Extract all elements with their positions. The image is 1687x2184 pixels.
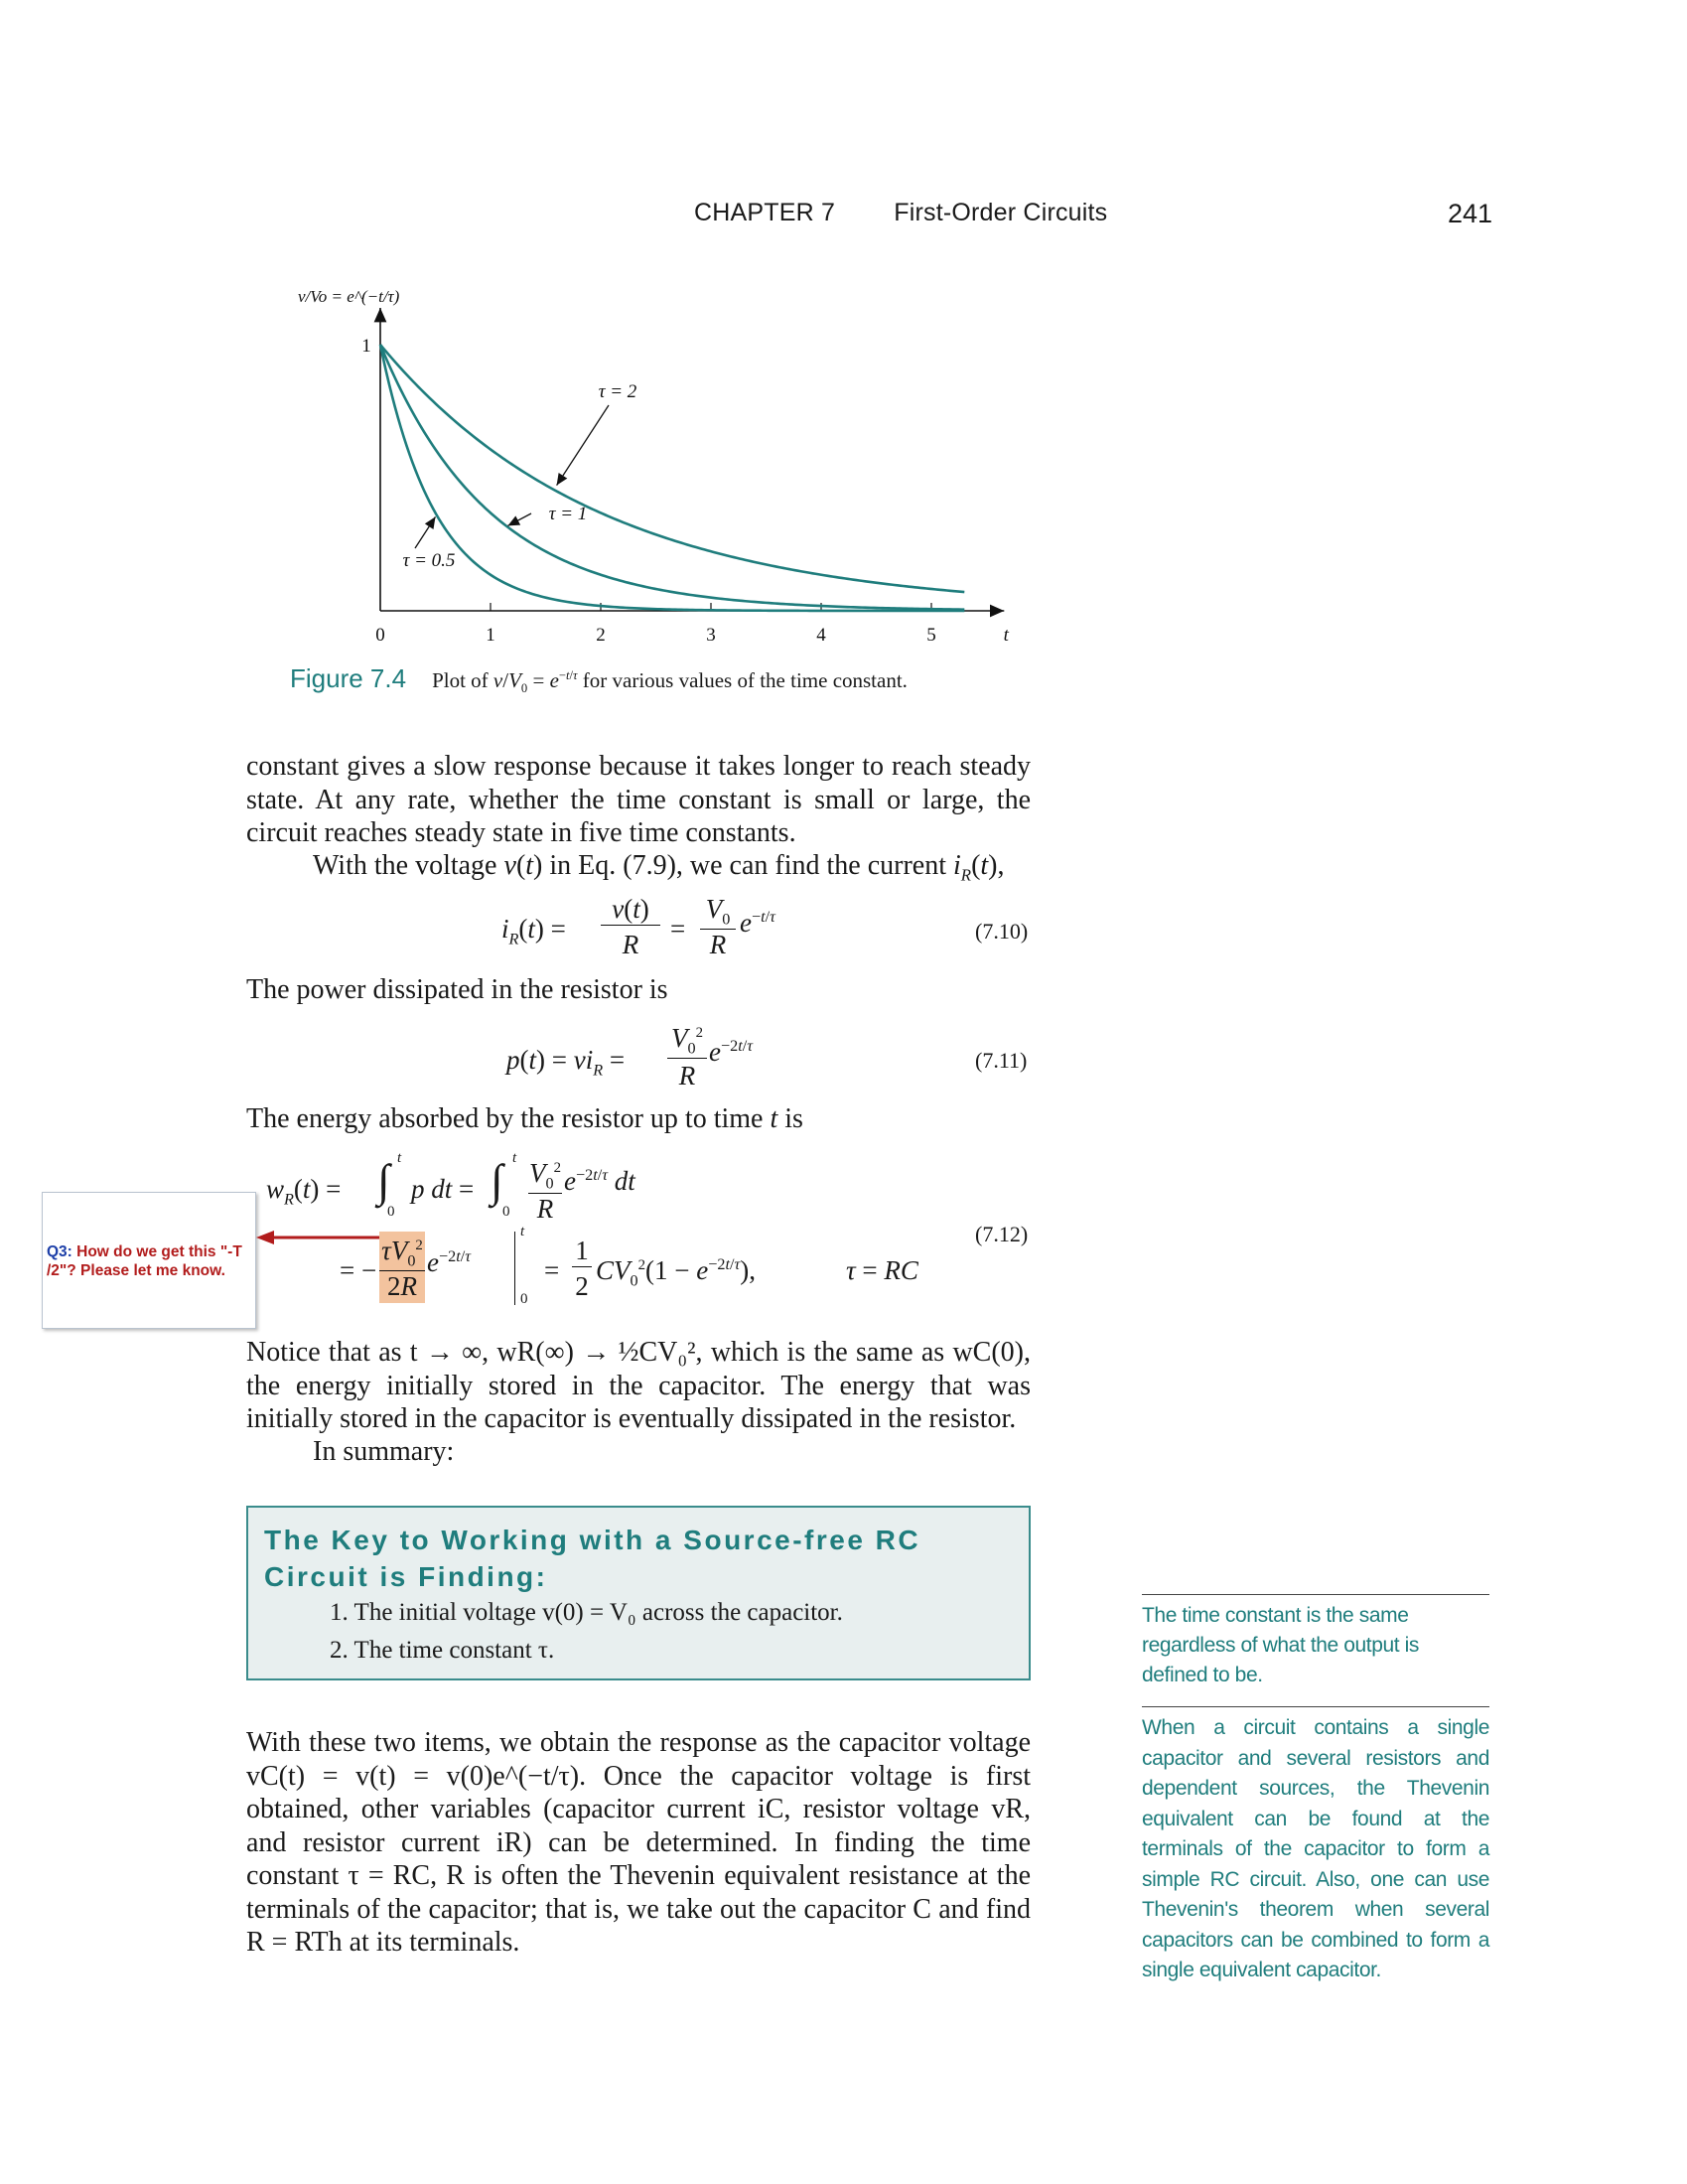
annotation-comment[interactable] [42, 1192, 256, 1329]
figure-caption [290, 663, 1005, 696]
pointer-tau-2 [557, 405, 609, 486]
y-axis-label: v/Vo = e^(−t/τ) [298, 287, 400, 306]
pointer-tau-0-5 [415, 516, 436, 548]
decay-plot [278, 278, 1013, 655]
margin-note-2-rule [1142, 1706, 1489, 1707]
x-tick-label: 0 [375, 625, 385, 646]
caption-text: Plot of $v/V_0 = e^{-t/\tau}$ for various values of the time constant. [432, 668, 908, 696]
paragraph-power: The power dissipated in the resistor is [246, 974, 668, 1005]
equation-7-10: $i_R(t)$ = v(t) R = $V_0$ R $e^{-t/\tau}$ [501, 894, 775, 959]
margin-note-2: When a circuit contains a single capacitor and several resistors and dependent sources, the Thevenin equivalent can be found at the terminals of the capacitor to form a simple RC circuit. Also, one can use Thevenin's theorem when several capacitors can be combined to form a single equivalent capacitor. [1142, 1716, 1489, 1981]
chapter-title: First-Order Circuits [894, 199, 1108, 226]
annotation-question: How do we get this "-T /2"? Please let me know. [47, 1243, 242, 1279]
x-tick-label: 2 [596, 625, 606, 646]
x-tick-label: 1 [486, 625, 495, 646]
paragraph-summary: In summary: [313, 1436, 455, 1467]
equation-7-12: $w_R(t)$ = ∫ t 0 p dt = ∫ t 0 $V_0^2$ R $e^{-2t/\tau}$ dt = − $\tau V_0^2$ 2R $e^{-2t/\tau}$ t 0 = 1 2 $CV_0^2(1 - e^{-2t/\tau})$, τ = RC [266, 1150, 918, 1307]
caption-math: v [492, 668, 503, 692]
page-number: 241 [1448, 199, 1493, 228]
curve-tau-1 [380, 345, 964, 610]
chapter-label: CHAPTER 7 [694, 199, 836, 226]
x-axis-label: t [1003, 625, 1009, 646]
curve-label-tau-0-5: τ = 0.5 [402, 550, 456, 571]
curve-label-tau-1: τ = 1 [548, 504, 588, 524]
y-tick-label: 1 [361, 336, 371, 357]
equation-number-7-10: (7.10) [975, 919, 1029, 944]
key-box-title: The Key to Working with a Source-free RC Circuit is Finding: [264, 1525, 921, 1592]
curve-tau-0-5 [380, 345, 964, 611]
pointer-tau-1 [507, 513, 531, 525]
margin-note-1: The time constant is the same regardless of what the output is defined to be. [1142, 1604, 1420, 1686]
running-header [694, 199, 1107, 227]
curve-label-tau-2: τ = 2 [598, 381, 637, 402]
paragraph-response: With these two items, we obtain the response as the capacitor voltage vC(t) = v(t) = v(0)e^(−t/τ). Once the capacitor voltage is first obtained, other variables (capacitor current iC, resistor voltage vR, and resistor current iR) can be determined. In finding the time constant τ = RC, R is often the Thevenin equivalent resistance at the terminals of the capacitor; that is, we take out the capacitor C and find R = RTh at its terminals. [246, 1727, 1031, 1958]
x-tick-label: 5 [926, 625, 936, 646]
equation-number-7-12: (7.12) [975, 1222, 1029, 1246]
x-tick-label: 4 [816, 625, 826, 646]
paragraph-current: With the voltage v(t) in Eq. (7.9), we can find the current $i_R(t)$, [313, 850, 1005, 885]
key-box-item-2: 2. The time constant τ. [330, 1637, 555, 1664]
paragraph-energy: The energy absorbed by the resistor up to time t is [246, 1103, 803, 1134]
equation-number-7-11: (7.11) [975, 1048, 1028, 1073]
annotation-arrow [254, 1228, 383, 1247]
margin-note-1-rule [1142, 1594, 1489, 1595]
annotation-text [47, 1242, 251, 1280]
paragraph-intro: constant gives a slow response because it takes longer to reach steady state. At any rate, whether the time constant is small or large, the circuit reaches steady state in five time constants. [246, 751, 1031, 848]
x-tick-label: 3 [706, 625, 716, 646]
paragraph-notice: Notice that as t → ∞, wR(∞) → ½CV₀², which is the same as wC(0), the energy initially stored in the capacitor. The energy that was initially stored in the capacitor is eventually dissipated in the resistor. [246, 1337, 1031, 1434]
annotation-prefix: Q3: [47, 1243, 72, 1260]
key-box-item-1: 1. The initial voltage v(0) = V₀ across the capacitor. [330, 1599, 843, 1626]
figure-label: Figure 7.4 [290, 663, 407, 693]
equation-7-11: $p(t) = vi_R$ = $V_0^2$ R $e^{-2t/\tau}$ [506, 1023, 754, 1091]
key-box [246, 1506, 1031, 1680]
